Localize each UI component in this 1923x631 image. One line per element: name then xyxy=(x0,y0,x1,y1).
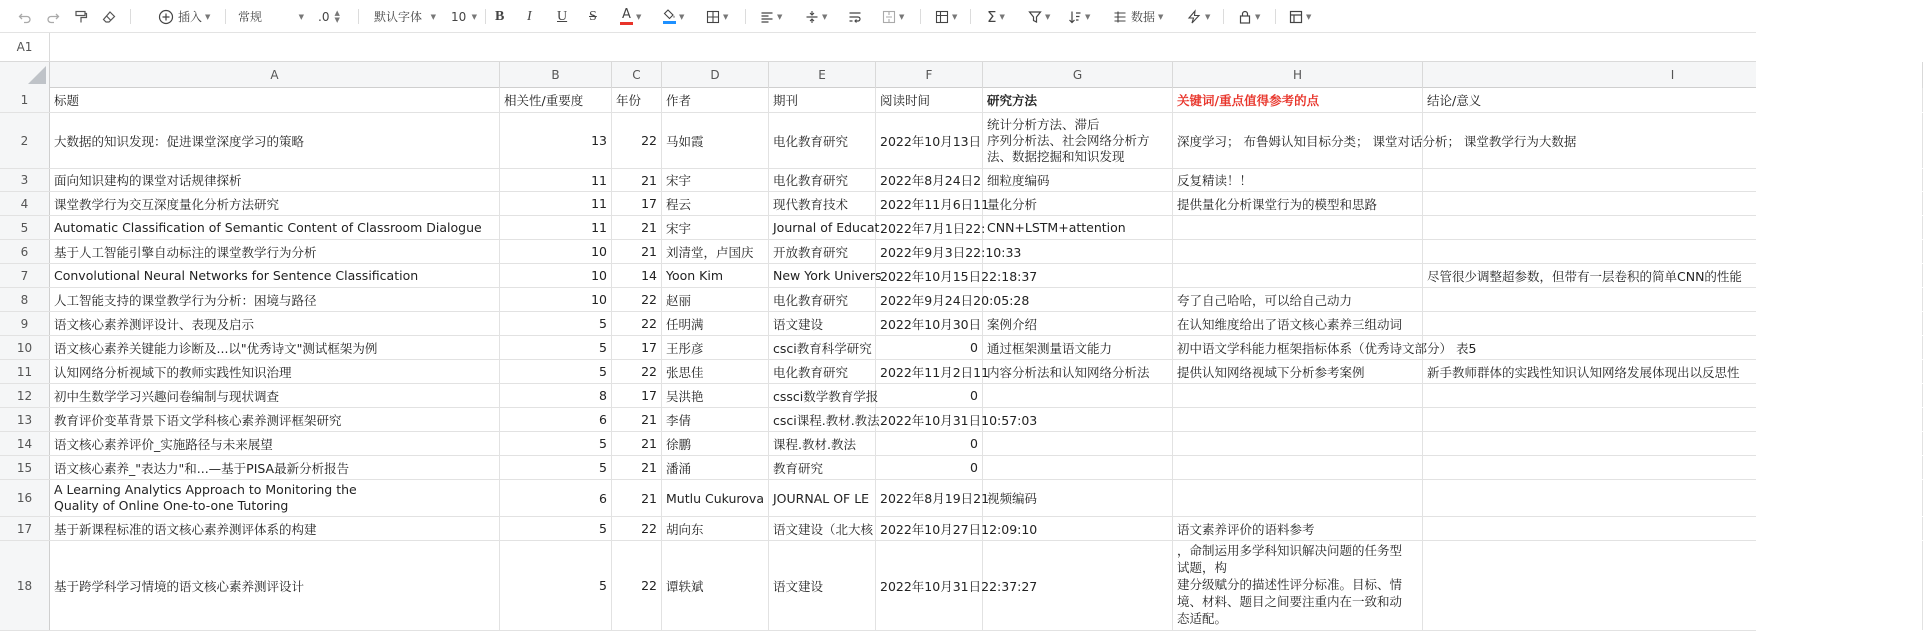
cell[interactable]: 案例介绍 xyxy=(983,312,1173,335)
cell[interactable]: 课程.教材.教法 xyxy=(769,432,876,455)
chevron-down-icon: ▼ xyxy=(723,12,729,21)
cell[interactable]: 5 xyxy=(500,312,612,335)
cell[interactable]: 22 xyxy=(612,541,662,630)
cell[interactable] xyxy=(983,432,1173,455)
cell[interactable]: 5 xyxy=(500,456,612,479)
cell[interactable] xyxy=(1423,408,1923,431)
cell[interactable]: 22 xyxy=(612,312,662,335)
cell[interactable]: A Learning Analytics Approach to Monitoring the Quality of Online One-to-one Tutoring xyxy=(50,480,500,516)
cell[interactable]: 21 xyxy=(612,456,662,479)
cell[interactable]: 期刊 xyxy=(769,88,876,112)
table-row xyxy=(0,312,1756,336)
row-header[interactable]: 4 xyxy=(0,192,50,215)
cell[interactable]: 2022年10月13日 xyxy=(876,113,983,168)
plus-circle-icon xyxy=(158,9,174,25)
table-row xyxy=(0,456,1756,480)
cell[interactable]: 教育评价变革背景下语文学科核心素养测评框架研究 xyxy=(50,408,500,431)
cell[interactable]: 5 xyxy=(500,541,612,630)
row-header[interactable]: 18 xyxy=(0,541,50,630)
cell[interactable]: 宋宇 xyxy=(662,216,769,239)
cell[interactable]: 5 xyxy=(500,336,612,359)
cell[interactable]: 21 xyxy=(612,432,662,455)
column-header-d[interactable]: D xyxy=(662,62,769,88)
cell[interactable]: ，命制运用多学科知识解决问题的任务型 试题，构 建分级赋分的描述性评分标准。目标、情 境、材料、题目之间要注重内在一致和动 态适配。 xyxy=(1173,541,1423,630)
data-menu-label: 数据 xyxy=(1131,10,1156,24)
cell[interactable]: 基于新课程标准的语文核心素养测评体系的构建 xyxy=(50,517,500,540)
row-header[interactable]: 2 xyxy=(0,113,50,168)
cell[interactable] xyxy=(983,384,1173,407)
cell[interactable]: 6 xyxy=(500,408,612,431)
cell[interactable]: 语文核心素养关键能力诊断及...以"优秀诗文"测试框架为例 xyxy=(50,336,500,359)
cell[interactable]: 语文核心素养_"表达力"和...—基于PISA最新分析报告 xyxy=(50,456,500,479)
fill-color-icon[interactable] xyxy=(663,0,684,33)
cell-reference-box[interactable]: A1 xyxy=(0,33,50,61)
insert-label: 插入 xyxy=(178,10,203,24)
cell[interactable] xyxy=(1423,456,1923,479)
cell[interactable]: 22 xyxy=(612,113,662,168)
cell[interactable]: 面向知识建构的课堂对话规律探析 xyxy=(50,169,500,191)
cell[interactable]: 2022年9月3日22:10:33 xyxy=(876,240,983,263)
cell[interactable]: 作者 xyxy=(662,88,769,112)
row-header[interactable]: 12 xyxy=(0,384,50,407)
cell[interactable]: 张思佳 xyxy=(662,360,769,383)
cell[interactable] xyxy=(1173,384,1423,407)
chevron-down-icon: ▼ xyxy=(899,12,905,21)
cell[interactable]: csci课程.教材.教法 xyxy=(769,408,876,431)
chevron-down-icon: ▼ xyxy=(1045,12,1051,21)
data-menu-button[interactable] xyxy=(1113,0,1163,33)
spreadsheet-grid xyxy=(0,88,1756,626)
cell[interactable]: csci教育科学研究 xyxy=(769,336,876,359)
cell[interactable] xyxy=(1423,432,1923,455)
chevron-down-icon: ▼ xyxy=(1306,12,1312,21)
font-color-icon[interactable]: A ▼ xyxy=(620,0,641,33)
cell[interactable]: Convolutional Neural Networks for Sentence Classification xyxy=(50,264,500,287)
undo-icon[interactable] xyxy=(18,0,32,33)
cell[interactable]: 人工智能支持的课堂教学行为分析：困境与路径 xyxy=(50,288,500,311)
cell[interactable]: 语文核心素养评价_实施路径与未来展望 xyxy=(50,432,500,455)
cell[interactable]: 21 xyxy=(612,240,662,263)
toolbar xyxy=(0,0,1756,33)
table-row xyxy=(0,517,1756,541)
cell[interactable] xyxy=(1423,517,1923,540)
cell[interactable]: 赵丽 xyxy=(662,288,769,311)
row-header[interactable]: 1 xyxy=(0,88,50,112)
row-header[interactable]: 8 xyxy=(0,288,50,311)
cell[interactable]: 课堂教学行为交互深度量化分析方法研究 xyxy=(50,192,500,215)
chevron-down-icon: ▼ xyxy=(1255,12,1261,21)
cell[interactable]: 语文素养评价的语料参考 xyxy=(1173,517,1423,540)
row-header[interactable]: 16 xyxy=(0,480,50,516)
table-row xyxy=(0,432,1756,456)
chevron-down-icon: ▼ xyxy=(822,12,828,21)
redo-icon[interactable] xyxy=(46,0,60,33)
table-row xyxy=(0,192,1756,216)
cell[interactable] xyxy=(1173,240,1423,263)
formula-input[interactable] xyxy=(56,33,1756,61)
cell[interactable]: New York Univers xyxy=(769,264,876,287)
cell[interactable]: 吴洪艳 xyxy=(662,384,769,407)
table-row xyxy=(0,216,1756,240)
column-header-f[interactable]: F xyxy=(876,62,983,88)
row-header[interactable]: 9 xyxy=(0,312,50,335)
cell[interactable]: 2022年8月19日21 xyxy=(876,480,983,516)
vertical-align-icon[interactable] xyxy=(805,0,827,33)
format-painter-icon[interactable] xyxy=(74,0,88,33)
cell[interactable]: 基于跨学科学习情境的语文核心素养测评设计 xyxy=(50,541,500,630)
cell[interactable]: 马如霞 xyxy=(662,113,769,168)
cell[interactable] xyxy=(983,456,1173,479)
column-header-bar xyxy=(0,62,1756,88)
row-header[interactable]: 5 xyxy=(0,216,50,239)
cell[interactable]: 细粒度编码 xyxy=(983,169,1173,191)
cell[interactable]: 2022年10月30日 xyxy=(876,312,983,335)
data-icon xyxy=(1113,10,1127,24)
cell[interactable]: 王彤彦 xyxy=(662,336,769,359)
cell[interactable]: 2022年10月27日12:09:10 xyxy=(876,517,983,540)
cell[interactable]: 10 xyxy=(500,288,612,311)
cell[interactable]: 语文建设 xyxy=(769,312,876,335)
conditional-format-icon[interactable] xyxy=(935,0,957,33)
cell[interactable]: 认知网络分析视域下的教师实践性知识治理 xyxy=(50,360,500,383)
cell[interactable]: 通过框架测量语文能力 xyxy=(983,336,1173,359)
cell[interactable]: 徐鹏 xyxy=(662,432,769,455)
cell[interactable]: 2022年9月24日20:05:28 xyxy=(876,288,983,311)
cell[interactable] xyxy=(1173,264,1423,287)
cell[interactable]: 教育研究 xyxy=(769,456,876,479)
cell[interactable]: 2022年8月24日2 xyxy=(876,169,983,191)
cell[interactable]: 17 xyxy=(612,384,662,407)
column-header-e[interactable]: E xyxy=(769,62,876,88)
bold-icon[interactable]: B xyxy=(495,8,505,24)
chevron-down-icon: ▼ xyxy=(679,12,685,21)
cell[interactable]: 胡向东 xyxy=(662,517,769,540)
cell[interactable]: 11 xyxy=(500,192,612,215)
cell[interactable]: 反复精读！！ xyxy=(1173,169,1423,191)
cell[interactable]: 提供认知网络视域下分析参考案例 xyxy=(1173,360,1423,383)
number-format-value: 常规 xyxy=(238,10,263,24)
cell[interactable]: 11 xyxy=(500,169,612,191)
cell[interactable]: 语文核心素养测评设计、表现及启示 xyxy=(50,312,500,335)
table-row xyxy=(0,113,1756,169)
cell[interactable]: 2022年11月2日11 xyxy=(876,360,983,383)
strikethrough-icon[interactable]: S xyxy=(589,8,597,24)
filter-icon[interactable] xyxy=(1028,0,1050,33)
cell[interactable]: CNN+LSTM+attention xyxy=(983,216,1173,239)
cell[interactable]: 22 xyxy=(612,288,662,311)
cell[interactable]: 22 xyxy=(612,360,662,383)
font-family-select[interactable] xyxy=(374,0,436,33)
cell[interactable] xyxy=(1423,541,1923,630)
cell[interactable]: 潘涌 xyxy=(662,456,769,479)
cell[interactable]: 2022年10月31日10:57:03 xyxy=(876,408,983,431)
cell[interactable]: 开放教育研究 xyxy=(769,240,876,263)
cell[interactable]: 新手教师群体的实践性知识认知网络发展体现出以反思性 xyxy=(1423,360,1923,383)
cell[interactable]: 21 xyxy=(612,408,662,431)
clear-format-icon[interactable] xyxy=(102,0,116,33)
cell[interactable]: 提供量化分析课堂行为的模型和思路 xyxy=(1173,192,1423,215)
row-header[interactable]: 14 xyxy=(0,432,50,455)
cell[interactable]: 现代教育技术 xyxy=(769,192,876,215)
cell[interactable] xyxy=(1173,408,1423,431)
cell[interactable] xyxy=(1423,192,1923,215)
cell[interactable]: 电化教育研究 xyxy=(769,360,876,383)
cell[interactable]: 程云 xyxy=(662,192,769,215)
insert-button[interactable] xyxy=(158,0,210,33)
lightning-icon[interactable] xyxy=(1186,0,1210,33)
row-header[interactable]: 3 xyxy=(0,169,50,191)
cell[interactable] xyxy=(1423,240,1923,263)
cell[interactable] xyxy=(1423,169,1923,191)
cell[interactable]: 相关性/重要度 xyxy=(500,88,612,112)
column-header-a[interactable]: A xyxy=(50,62,500,88)
row-header[interactable]: 17 xyxy=(0,517,50,540)
chevron-down-icon: ▼ xyxy=(777,12,783,21)
cell[interactable]: cssci数学教育学报 xyxy=(769,384,876,407)
cell[interactable]: 17 xyxy=(612,336,662,359)
cell[interactable]: 年份 xyxy=(612,88,662,112)
cell[interactable]: 初中生数学学习兴趣问卷编制与现状调查 xyxy=(50,384,500,407)
table-row xyxy=(0,264,1756,288)
cell[interactable]: 11 xyxy=(500,216,612,239)
cell[interactable]: 21 xyxy=(612,480,662,516)
cell[interactable]: 李倩 xyxy=(662,408,769,431)
cell[interactable]: 0 xyxy=(876,456,983,479)
table-row xyxy=(0,88,1756,113)
lock-icon[interactable] xyxy=(1238,0,1260,33)
cell[interactable]: 在认知维度给出了语文核心素养三组动词 xyxy=(1173,312,1423,335)
cell[interactable]: 17 xyxy=(612,192,662,215)
chevron-down-icon: ▼ xyxy=(1158,12,1164,21)
sum-icon[interactable]: Σ ▼ xyxy=(987,7,1005,26)
cell[interactable] xyxy=(1423,336,1923,359)
cell[interactable]: 5 xyxy=(500,360,612,383)
row-header[interactable]: 7 xyxy=(0,264,50,287)
chevron-down-icon: ▼ xyxy=(999,12,1005,21)
row-header[interactable]: 6 xyxy=(0,240,50,263)
cell[interactable]: 21 xyxy=(612,216,662,239)
cell[interactable]: 量化分析 xyxy=(983,192,1173,215)
table-row xyxy=(0,336,1756,360)
sort-icon[interactable] xyxy=(1068,0,1090,33)
cell[interactable]: 14 xyxy=(612,264,662,287)
cell[interactable]: Journal of Educat xyxy=(769,216,876,239)
cell[interactable]: 宋宇 xyxy=(662,169,769,191)
stepper-arrows-icon: ▲ ▼ xyxy=(334,8,340,24)
cell[interactable]: Automatic Classification of Semantic Content of Classroom Dialogue xyxy=(50,216,500,239)
cell[interactable]: 13 xyxy=(500,113,612,168)
cell[interactable]: 研究方法 xyxy=(983,88,1173,112)
row-header[interactable]: 13 xyxy=(0,408,50,431)
chevron-down-icon: ▼ xyxy=(636,12,642,21)
cell[interactable]: 阅读时间 xyxy=(876,88,983,112)
cell[interactable]: 10 xyxy=(500,240,612,263)
table-row xyxy=(0,541,1756,631)
cell[interactable]: 2022年10月31日22:37:27 xyxy=(876,541,983,630)
cell[interactable]: 6 xyxy=(500,480,612,516)
cell[interactable] xyxy=(1173,432,1423,455)
cell[interactable]: 结论/意义 xyxy=(1423,88,1923,112)
cell[interactable]: 8 xyxy=(500,384,612,407)
chevron-down-icon: ▼ xyxy=(430,12,436,21)
table-row xyxy=(0,360,1756,384)
chevron-down-icon: ▼ xyxy=(1205,12,1211,21)
cell[interactable]: 10 xyxy=(500,264,612,287)
cell[interactable]: 2022年10月15日22:18:37 xyxy=(876,264,983,287)
align-left-icon[interactable] xyxy=(760,0,782,33)
cell[interactable] xyxy=(1423,216,1923,239)
cell[interactable]: JOURNAL OF LE xyxy=(769,480,876,516)
cell[interactable]: 0 xyxy=(876,336,983,359)
table-row xyxy=(0,169,1756,192)
row-header[interactable]: 15 xyxy=(0,456,50,479)
column-header-c[interactable]: C xyxy=(612,62,662,88)
cell[interactable]: 基于人工智能引擎自动标注的课堂教学行为分析 xyxy=(50,240,500,263)
cell[interactable] xyxy=(1423,312,1923,335)
cell[interactable] xyxy=(1173,480,1423,516)
chevron-down-icon: ▼ xyxy=(298,12,304,21)
decimal-label: .0 xyxy=(318,9,330,24)
column-header-h[interactable]: H xyxy=(1173,62,1423,88)
column-header-b[interactable]: B xyxy=(500,62,612,88)
cell[interactable]: 深度学习； 布鲁姆认知目标分类； 课堂对话分析； 课堂教学行为大数据 xyxy=(1173,113,1423,168)
chevron-down-icon: ▼ xyxy=(205,12,211,21)
decimal-stepper[interactable] xyxy=(318,0,340,33)
font-size-select[interactable] xyxy=(451,0,477,33)
cell[interactable]: 5 xyxy=(500,432,612,455)
select-all-corner[interactable] xyxy=(0,62,50,88)
table-row xyxy=(0,288,1756,312)
font-size-value: 10 xyxy=(451,9,467,24)
row-header[interactable]: 11 xyxy=(0,360,50,383)
cell[interactable]: 关键词/重点值得参考的点 xyxy=(1173,88,1423,112)
cell[interactable]: 2022年7月1日22: xyxy=(876,216,983,239)
row-header[interactable]: 10 xyxy=(0,336,50,359)
column-header-i[interactable]: I xyxy=(1423,62,1923,88)
underline-icon[interactable]: U xyxy=(557,8,568,24)
table-row xyxy=(0,384,1756,408)
cell[interactable]: 刘清堂，卢国庆 xyxy=(662,240,769,263)
cell[interactable] xyxy=(1423,480,1923,516)
cell[interactable] xyxy=(1423,384,1923,407)
cell[interactable]: 电化教育研究 xyxy=(769,288,876,311)
italic-icon[interactable]: I xyxy=(527,8,532,24)
cell[interactable]: 夸了自己哈哈，可以给自己动力 xyxy=(1173,288,1423,311)
cell[interactable]: 大数据的知识发现：促进课堂深度学习的策略 xyxy=(50,113,500,168)
cell[interactable]: 内容分析法和认知网络分析法 xyxy=(983,360,1173,383)
table-row xyxy=(0,240,1756,264)
wrap-text-icon[interactable] xyxy=(848,0,862,33)
freeze-panes-icon[interactable] xyxy=(1289,0,1311,33)
cell[interactable]: 标题 xyxy=(50,88,500,112)
font-family-value: 默认字体 xyxy=(374,10,423,24)
cell[interactable]: 语文建设（北大核 xyxy=(769,517,876,540)
cell[interactable]: 0 xyxy=(876,384,983,407)
cell[interactable]: 电化教育研究 xyxy=(769,113,876,168)
table-row xyxy=(0,480,1756,517)
cell[interactable] xyxy=(1423,288,1923,311)
cell[interactable]: Yoon Kim xyxy=(662,264,769,287)
cell[interactable]: 尽管很少调整超参数，但带有一层卷积的简单CNN的性能 xyxy=(1423,264,1923,287)
cell[interactable]: 21 xyxy=(612,169,662,191)
borders-icon[interactable] xyxy=(706,0,728,33)
cell[interactable]: 5 xyxy=(500,517,612,540)
cell[interactable]: 0 xyxy=(876,432,983,455)
cell[interactable]: 2022年11月6日11 xyxy=(876,192,983,215)
chevron-down-icon: ▼ xyxy=(471,12,477,21)
cell[interactable]: 22 xyxy=(612,517,662,540)
merge-cells-icon[interactable] xyxy=(882,0,904,33)
table-row xyxy=(0,408,1756,432)
cell[interactable]: 统计分析方法、滞后 序列分析法、社会网络分析方 法、数据挖掘和知识发现 xyxy=(983,113,1173,168)
number-format-select[interactable] xyxy=(238,0,304,33)
cell[interactable]: 语文建设 xyxy=(769,541,876,630)
column-header-g[interactable]: G xyxy=(983,62,1173,88)
cell[interactable]: 初中语文学科能力框架指标体系（优秀诗文部分） 表5 xyxy=(1173,336,1423,359)
chevron-down-icon: ▼ xyxy=(1085,12,1091,21)
cell[interactable]: 视频编码 xyxy=(983,480,1173,516)
cell[interactable]: Mutlu Cukurova xyxy=(662,480,769,516)
chevron-down-icon: ▼ xyxy=(952,12,958,21)
cell[interactable]: 电化教育研究 xyxy=(769,169,876,191)
cell[interactable]: 谭轶斌 xyxy=(662,541,769,630)
formula-bar xyxy=(0,33,1756,62)
cell[interactable] xyxy=(1173,456,1423,479)
cell[interactable] xyxy=(1173,216,1423,239)
cell[interactable]: 任明满 xyxy=(662,312,769,335)
